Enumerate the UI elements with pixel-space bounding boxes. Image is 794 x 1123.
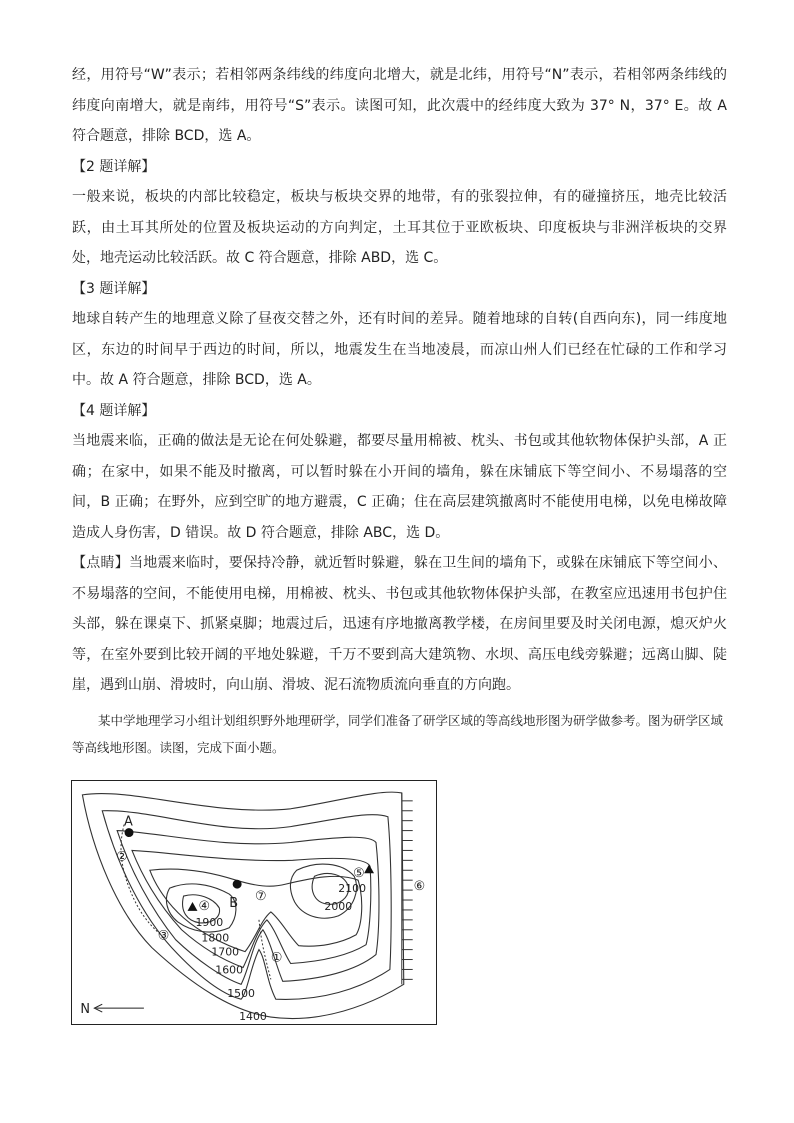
contour-label-1900: 1900 xyxy=(195,915,224,929)
point-b-label: B xyxy=(229,895,239,911)
peak-5-icon xyxy=(364,864,374,873)
contour-map xyxy=(71,780,437,1025)
contour-label-1700: 1700 xyxy=(211,945,240,959)
contour-label-1400: 1400 xyxy=(239,1010,267,1024)
contour-label-2100: 2100 xyxy=(338,882,367,896)
contour-label-2000: 2000 xyxy=(324,899,353,913)
marker-4: ④ xyxy=(198,898,211,914)
north-label: N xyxy=(80,1002,91,1018)
tip-label: 【点睛】 xyxy=(72,555,129,571)
peak-4-icon xyxy=(188,902,198,911)
document-body xyxy=(72,60,727,761)
paragraph-q3: 地球自转产生的地理意义除了昼夜交替之外，还有时间的差异。随着地球的自转(自西向东)，同一纬度地区，东边的时间早于西边的时间，所以，地震发生在当地凌晨，而凉山州人们已经在忙碌的工作和学习中。故 A 符合题意，排除 BCD，选 A。 xyxy=(72,311,727,388)
paragraph-q1-end: 经，用符号“W”表示；若相邻两条纬线的纬度向北增大，就是北纬，用符号“N”表示，若相邻两条纬线的纬度向南增大，就是南纬，用符号“S”表示。读图可知，此次震中的经纬度大致为 37° N，37° E。故 A 符合题意，排除 BCD，选 A。 xyxy=(72,67,727,144)
tip-text: 当地震来临时，要保持冷静，就近暂时躲避，躲在卫生间的墙角下，或躲在床铺底下等空间小、不易塌落的空间，不能使用电梯，用棉被、枕头、书包或其他软物体保护头部，在教室应迅速用书包护住头部，躲在课桌下、抓紧桌脚；地震过后，迅速有序地撤离教学楼，在房间里要及时关闭电源，熄灭炉火等，在室外要到比较开阔的平地处躲避，千万不要到高大建筑物、水坝、高压电线旁躲避；远离山脚、陡崖，遇到山崩、滑坡时，向山崩、滑坡、泥石流物质流向垂直的方向跑。 xyxy=(72,555,728,693)
contour-label-1800: 1800 xyxy=(201,931,230,945)
heading-q4: 【4 题详解】 xyxy=(72,402,156,419)
heading-q2: 【2 题详解】 xyxy=(72,158,156,175)
marker-1: ① xyxy=(270,950,283,966)
marker-5: ⑤ xyxy=(353,866,365,882)
paragraph-tip xyxy=(72,548,727,701)
dotted-route xyxy=(121,825,164,938)
question-intro: 某中学地理学习小组计划组织野外地理研学，同学们准备了研学区域的等高线地形图为研学做参考。图为研学区域等高线地形图。读图，完成下面小题。 xyxy=(72,712,724,755)
point-b-dot xyxy=(233,880,242,889)
marker-3: ③ xyxy=(157,928,170,944)
marker-7: ⑦ xyxy=(254,889,267,905)
marker-2: ② xyxy=(116,849,128,865)
contour-label-1500: 1500 xyxy=(227,987,255,1001)
contour-label-1600: 1600 xyxy=(215,963,244,977)
paragraph-q4: 当地震来临，正确的做法是无论在何处躲避，都要尽量用棉被、枕头、书包或其他软物体保护头部，A 正确；在家中，如果不能及时撤离，可以暂时躲在小开间的墙角，躲在床铺底下等空间小、不易塌落的空间，B 正确；在野外，应到空旷的地方避震，C 正确；住在高层建筑撤离时不能使用电梯，以免电梯故障造成人身伤害，D 错误。故 D 符合题意，排除 ABC，选 D。 xyxy=(72,433,727,541)
paragraph-q2: 一般来说，板块的内部比较稳定，板块与板块交界的地带，有的张裂拉伸，有的碰撞挤压，地壳比较活跃，由土耳其所处的位置及板块运动的方向判定，土耳其位于亚欧板块、印度板块与非洲洋板块的交界处，地壳运动比较活跃。故 C 符合题意，排除 ABD，选 C。 xyxy=(72,189,727,266)
point-a-label: A xyxy=(124,814,133,830)
marker-6: ⑥ xyxy=(413,879,426,895)
heading-q3: 【3 题详解】 xyxy=(72,280,156,297)
